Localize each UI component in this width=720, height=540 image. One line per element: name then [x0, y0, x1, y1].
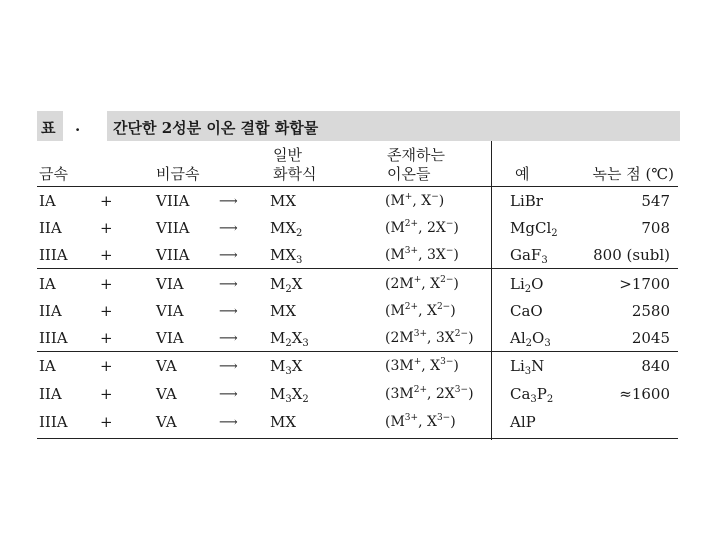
example-cell: $Li_3N$ — [510, 357, 545, 377]
melting-point-cell: 708 — [641, 219, 670, 237]
caption-tag: 표 — [41, 119, 56, 137]
example-cell: LiBr — [510, 192, 543, 210]
ions-cell: ($3M^{2+}$, $2X^{3-}$) — [385, 385, 474, 402]
nonmetal-cell: VIA — [156, 275, 184, 293]
caption-tag-box — [37, 111, 63, 141]
melting-point-cell: 2580 — [631, 302, 670, 320]
nonmetal-cell: VA — [156, 357, 177, 375]
melting-point-cell: 547 — [641, 192, 670, 210]
plus-cell: + — [100, 275, 113, 293]
formula-cell: $M_3X$ — [270, 357, 303, 377]
example-cell: GaF$_3$ — [510, 246, 548, 266]
ions-cell: (2M+, $X^{2-}$) — [385, 275, 459, 292]
header-formula-line1: 일반 — [273, 146, 302, 164]
example-cell: CaO — [510, 302, 543, 320]
metal-cell: IIIA — [39, 246, 68, 264]
arrow-cell: ⟶ — [219, 221, 238, 236]
plus-cell: + — [100, 357, 113, 375]
plus-cell: + — [100, 192, 113, 210]
header-ions-line1: 존재하는 — [387, 146, 445, 164]
ions-cell: (3M+, $X^{3-}$) — [385, 357, 459, 374]
ionic-compounds-table — [37, 141, 678, 440]
table-row — [37, 188, 678, 215]
example-cell: $Ca_3P_2$ — [510, 385, 554, 405]
arrow-cell: ⟶ — [219, 304, 238, 319]
ions-cell: ($M^{3+}$, 3X−) — [385, 246, 459, 263]
plus-cell: + — [100, 246, 113, 264]
metal-cell: IA — [39, 357, 56, 375]
melting-point-cell: ≈1600 — [619, 385, 670, 403]
plus-cell: + — [100, 302, 113, 320]
nonmetal-cell: VIA — [156, 302, 184, 320]
formula-cell: $M_3X_2$ — [270, 385, 309, 405]
arrow-cell: ⟶ — [219, 277, 238, 292]
melting-point-cell: 2045 — [631, 329, 670, 347]
metal-cell: IIA — [39, 219, 62, 237]
metal-cell: IA — [39, 275, 56, 293]
formula-cell: $MX_3$ — [270, 246, 303, 266]
example-cell: $Al_2O_3$ — [510, 329, 551, 349]
table-row — [37, 298, 678, 325]
formula-cell: MX — [270, 302, 297, 320]
nonmetal-cell: VA — [156, 385, 177, 403]
ions-cell: ($M^{2+}$, $X^{2-}$) — [385, 302, 456, 319]
nonmetal-cell: VA — [156, 413, 177, 431]
example-cell: MgCl$_2$ — [510, 219, 558, 239]
example-cell: $Li_2O$ — [510, 275, 544, 295]
ions-cell: ($2M^{3+}$, $3X^{2-}$) — [385, 329, 474, 346]
header-ions-line2: 이온들 — [387, 165, 431, 183]
formula-cell: MX — [270, 413, 297, 431]
header-metal: 금속 — [39, 165, 68, 183]
nonmetal-cell: VIIA — [156, 246, 190, 264]
metal-cell: IIA — [39, 302, 62, 320]
arrow-cell: ⟶ — [219, 359, 238, 374]
plus-cell: + — [100, 385, 113, 403]
example-cell: AlP — [510, 413, 536, 431]
formula-cell: $MX_2$ — [270, 219, 303, 239]
ions-cell: ($M^{2+}$, 2X−) — [385, 219, 459, 236]
arrow-cell: ⟶ — [219, 331, 238, 346]
melting-point-cell: >1700 — [619, 275, 670, 293]
table-row — [37, 242, 678, 269]
table-row — [37, 325, 678, 352]
table-row — [37, 381, 678, 408]
table-row — [37, 271, 678, 298]
metal-cell: IIA — [39, 385, 62, 403]
header-example: 예 — [515, 165, 530, 183]
arrow-cell: ⟶ — [219, 194, 238, 209]
formula-cell: $M_2X$ — [270, 275, 303, 295]
metal-cell: IIIA — [39, 329, 68, 347]
arrow-cell: ⟶ — [219, 248, 238, 263]
plus-cell: + — [100, 413, 113, 431]
arrow-cell: ⟶ — [219, 387, 238, 402]
ions-cell: ($M^{3+}$, $X^{3-}$) — [385, 413, 456, 430]
header-nonmetal: 비금속 — [156, 165, 200, 183]
ions-cell: (M+, X−) — [385, 192, 445, 209]
plus-cell: + — [100, 329, 113, 347]
nonmetal-cell: VIA — [156, 329, 184, 347]
header-melting-point: 녹는 점 (℃) — [592, 165, 674, 183]
header-rule — [37, 186, 678, 187]
arrow-cell: ⟶ — [219, 415, 238, 430]
caption-dot: . — [75, 117, 81, 135]
formula-cell: MX — [270, 192, 297, 210]
header-formula-line2: 화학식 — [273, 165, 317, 183]
table-caption — [37, 111, 680, 141]
melting-point-cell: 800 (subl) — [593, 246, 670, 264]
table-row — [37, 215, 678, 242]
bottom-rule — [37, 438, 678, 439]
nonmetal-cell: VIIA — [156, 219, 190, 237]
table-row — [37, 409, 678, 436]
metal-cell: IIIA — [39, 413, 68, 431]
metal-cell: IA — [39, 192, 56, 210]
plus-cell: + — [100, 219, 113, 237]
nonmetal-cell: VIIA — [156, 192, 190, 210]
caption-title: 간단한 2성분 이온 결합 화합물 — [113, 119, 319, 137]
caption-title-box — [107, 111, 680, 141]
table-row — [37, 353, 678, 380]
formula-cell: $M_2X_3$ — [270, 329, 309, 349]
melting-point-cell: 840 — [641, 357, 670, 375]
